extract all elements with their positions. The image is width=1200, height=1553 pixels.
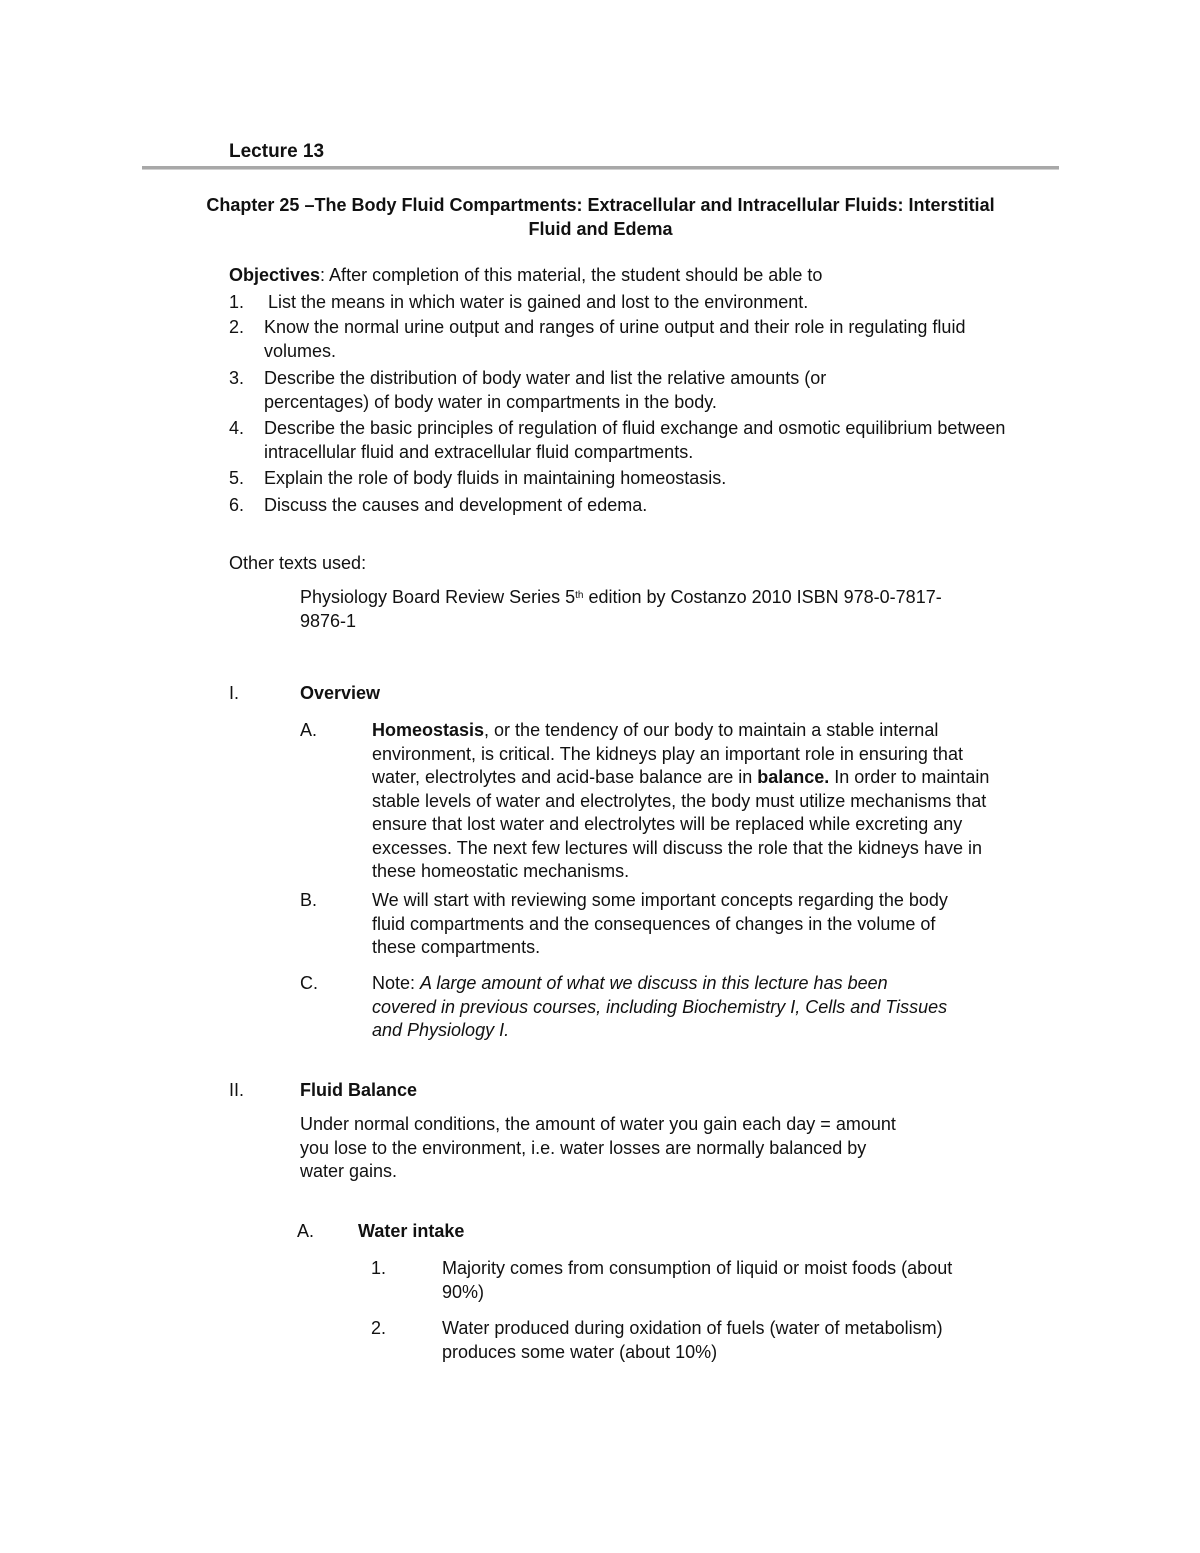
list-item-text: Majority comes from consumption of liquid or moist foods (about 90%) — [442, 1258, 953, 1302]
objectives-label: Objectives — [229, 265, 321, 285]
objective-number: 6. — [229, 495, 245, 515]
reference-part2: edition by Costanzo 2010 ISBN 978-0-7817-9876-1 — [300, 587, 942, 631]
section-numeral: II. — [229, 1080, 245, 1100]
objective-item — [229, 494, 1009, 518]
other-texts-label: Other texts used: — [229, 553, 367, 573]
reference-superscript: th — [575, 590, 584, 601]
objectives-intro-text: : After completion of this material, the student should be able to — [320, 265, 823, 285]
chapter-title-line2: Fluid and Edema — [528, 219, 673, 239]
water-intake-title: Water intake — [358, 1221, 465, 1241]
objective-text: Know the normal urine output and ranges of urine output and their role in regulating fluid volumes. — [264, 317, 966, 361]
chapter-title-line1: Chapter 25 –The Body Fluid Compartments: Extracellular and Intracellular Fluids: Interstitial — [206, 195, 995, 215]
item-label: A. — [300, 720, 318, 740]
objective-number: 1. — [229, 292, 245, 312]
objective-item — [229, 417, 1009, 465]
note-prefix: Note: — [372, 973, 421, 993]
list-number: 1. — [371, 1258, 387, 1278]
objective-text: List the means in which water is gained and lost to the environment. — [268, 292, 809, 312]
section-title: Overview — [300, 683, 381, 703]
objective-number: 3. — [229, 368, 245, 388]
homeostasis-text: , or the tendency of our body to maintain a stable internal environment, is critical. The kidneys play an important role in ensuring that water, electrolytes and acid-base balance are in — [372, 720, 963, 787]
objectives-intro — [229, 264, 1009, 288]
fluid-balance-intro: Under normal conditions, the amount of water you gain each day = amount you lose to the environment, i.e. water losses are normally balanced by water gains. — [300, 1114, 896, 1181]
reference-part1: Physiology Board Review Series 5 — [300, 587, 576, 607]
objective-number: 2. — [229, 317, 245, 337]
list-number: 2. — [371, 1318, 387, 1338]
section-numeral: I. — [229, 683, 240, 703]
note-italic: A large amount of what we discuss in this lecture has been covered in previous courses, including Biochemistry I, Cells and Tissues and Physiology I. — [372, 973, 948, 1040]
chapter-title — [142, 193, 1059, 241]
objective-item — [229, 291, 1009, 315]
objective-text: Discuss the causes and development of edema. — [264, 495, 648, 515]
item-label: A. — [297, 1221, 315, 1241]
homeostasis-text-cont: In order to maintain stable levels of water and electrolytes, the body must utilize mechanisms that ensure that lost water and electrolytes will be replaced while excreting any excesses. The next few lectures will discuss the role that the kidneys have in these homeostatic mechanisms. — [372, 767, 990, 881]
reference-citation — [300, 586, 960, 633]
item-label: B. — [300, 890, 318, 910]
balance-term: balance. — [757, 767, 830, 787]
lecture-title: Lecture 13 — [229, 141, 325, 162]
objective-item — [229, 467, 1009, 491]
list-item-text: Water produced during oxidation of fuels (water of metabolism) produces some water (about 10%) — [442, 1318, 943, 1362]
homeostasis-paragraph — [372, 719, 1002, 884]
objective-number: 4. — [229, 418, 245, 438]
objective-text: Explain the role of body fluids in maintaining homeostasis. — [264, 468, 727, 488]
note-paragraph — [372, 972, 952, 1043]
item-label: C. — [300, 973, 318, 993]
objective-number: 5. — [229, 468, 245, 488]
objective-text: Describe the distribution of body water and list the relative amounts (or percentages) of body water in compartments in the body. — [264, 368, 827, 412]
section-title: Fluid Balance — [300, 1080, 418, 1100]
objective-item — [229, 367, 1009, 415]
objective-item — [229, 316, 1009, 364]
objective-text: Describe the basic principles of regulation of fluid exchange and osmotic equilibrium between intracellular fluid and extracellular fluid compartments. — [264, 418, 1006, 462]
header-divider — [142, 166, 1059, 170]
review-paragraph: We will start with reviewing some important concepts regarding the body fluid compartments and the consequences of changes in the volume of these compartments. — [372, 890, 948, 957]
homeostasis-term: Homeostasis — [372, 720, 485, 740]
